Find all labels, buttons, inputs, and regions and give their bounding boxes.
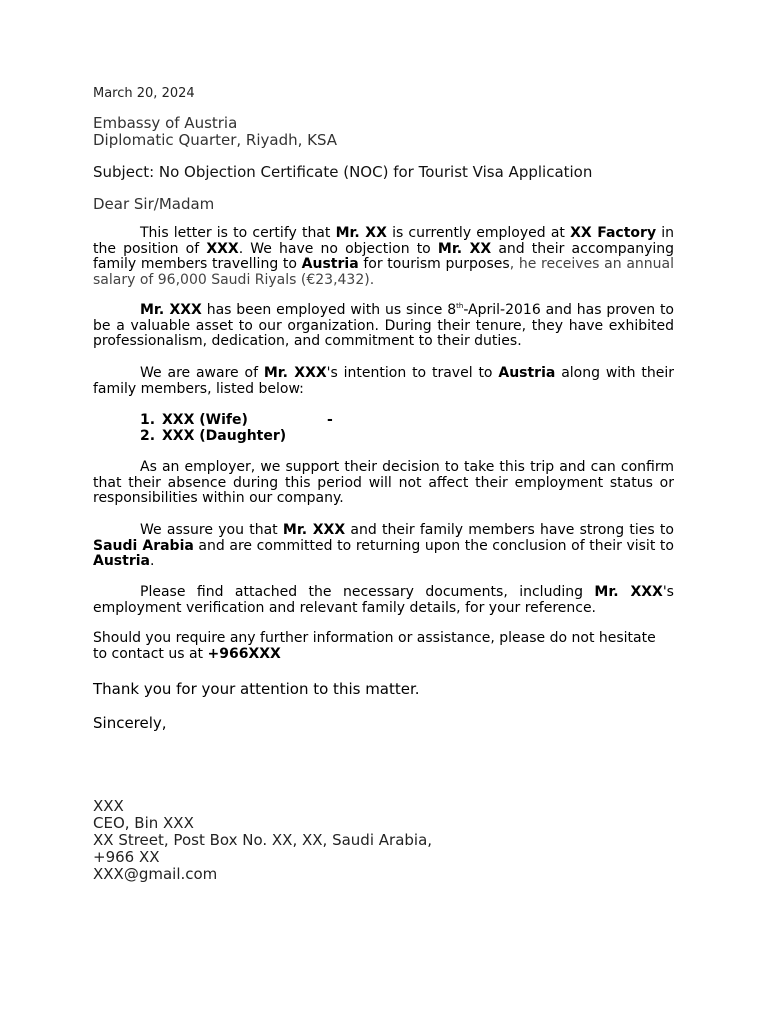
paragraph-attachments: Please find attached the necessary documents, including Mr. XXX's employment verification and relevant family details, for your reference. (93, 584, 674, 616)
signatory-address: XX Street, Post Box No. XX, XX, Saudi Arabia, (93, 831, 433, 849)
signature-block (93, 798, 432, 883)
list-item: 2. XXX (Daughter) (140, 427, 287, 444)
company-name: XX Factory (570, 225, 657, 241)
employee-position: XXX (206, 240, 239, 257)
paragraph-employer-support: As an employer, we support their decision to take this trip and can confirm that their absence during this period will not affect their employment status or responsibilities within our company. (93, 459, 674, 507)
salutation: Dear Sir/Madam (93, 195, 215, 213)
letter-date: March 20, 2024 (93, 86, 195, 101)
signatory-phone: +966 XX (93, 848, 160, 866)
signatory-email: XXX@gmail.com (93, 865, 218, 883)
paragraph-employment-history: Mr. XXX has been employed with us since 8th-April-2016 and has proven to be a valuable asset to our organization. During their tenure, they have exhibited professionalism, dedication, and commitment to their duties. (93, 302, 674, 350)
thank-you-line: Thank you for your attention to this matter. (93, 680, 420, 698)
recipient-line-1: Embassy of Austria (93, 114, 238, 132)
employee-name: Mr. XX (335, 225, 387, 241)
signatory-name: XXX (93, 797, 124, 815)
closing: Sincerely, (93, 714, 167, 732)
salary-statement: , he receives an annual salary of 96,000 Saudi Riyals (€23,432). (93, 256, 675, 288)
paragraph-travel-intent: We are aware of Mr. XXX's intention to travel to Austria along with their family members, listed below: (93, 365, 675, 397)
subject-line: Subject: No Objection Certificate (NOC) for Tourist Visa Application (93, 163, 593, 181)
paragraph-ties-assurance: We assure you that Mr. XXX and their family members have strong ties to Saudi Arabia and are committed to returning upon the conclusion of their visit to Austria. (93, 522, 674, 570)
paragraph-certification: This letter is to certify that Mr. XX is currently employed at XX Factory in the position of XXX. We have no objection to Mr. XX and their accompanying family members travelling to Austria for tourism purposes, he receives an annual salary of 96,000 Saudi Riyals (€23,432). (93, 225, 675, 288)
list-item: 1. XXX (Wife) - (140, 412, 333, 428)
recipient-line-2: Diplomatic Quarter, Riyadh, KSA (93, 131, 338, 149)
paragraph-contact: Should you require any further information or assistance, please do not hesitate to contact us at +966XXX (93, 630, 656, 662)
contact-phone: +966XXX (207, 645, 281, 662)
recipient-address (93, 115, 337, 149)
family-members-list (140, 413, 333, 444)
signatory-title: CEO, Bin XXX (93, 814, 194, 832)
